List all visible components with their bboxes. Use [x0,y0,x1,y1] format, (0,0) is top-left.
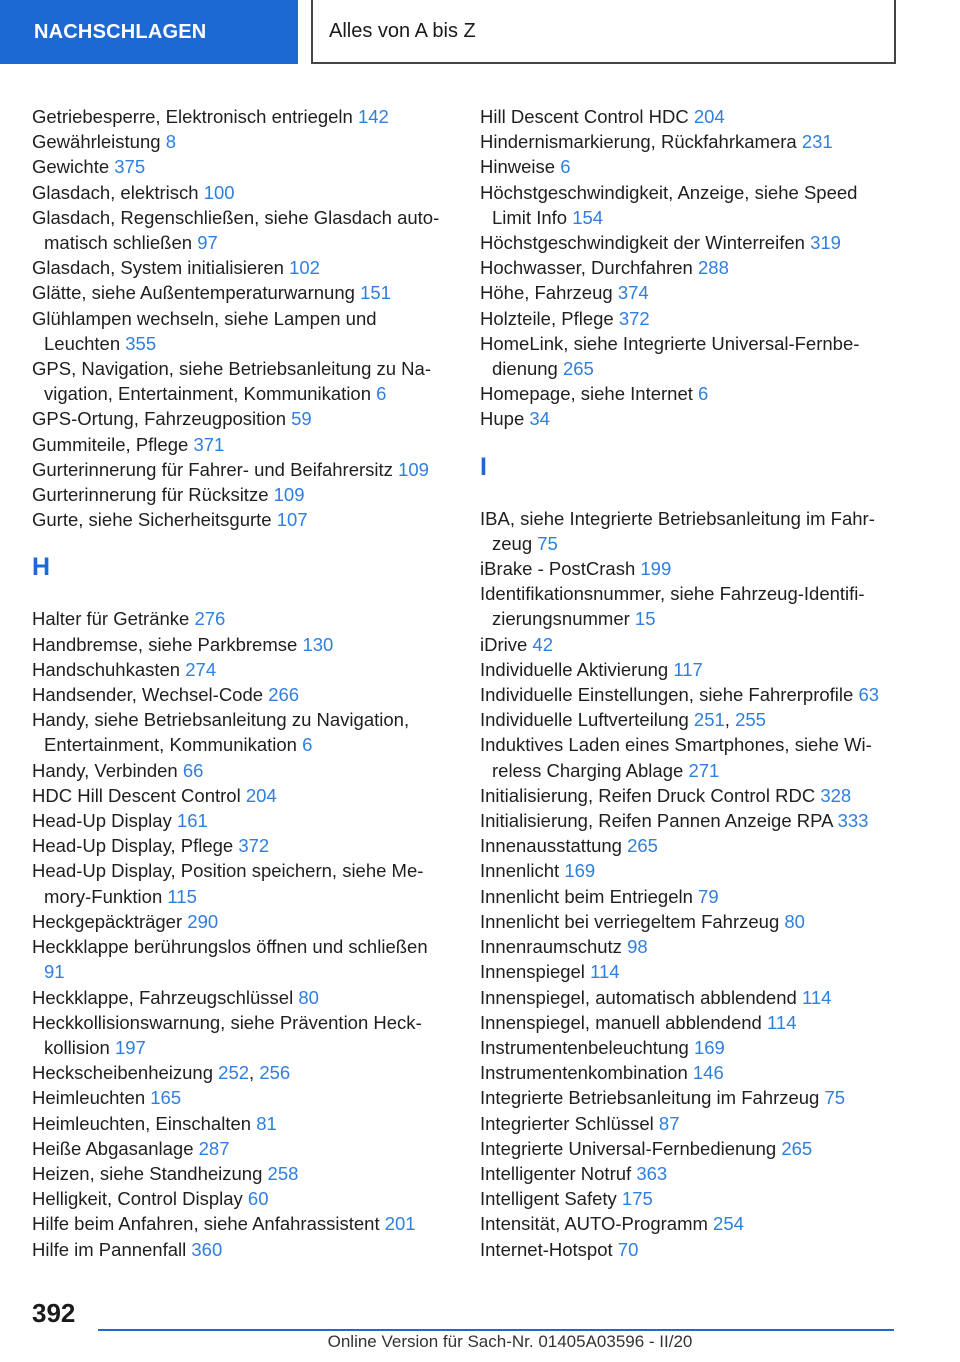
page-header [0,0,960,66]
index-entry-term: Hinweise [480,156,561,178]
page-link[interactable]: 34 [529,408,550,430]
page-link[interactable]: 117 [673,658,703,680]
index-entry [480,808,900,833]
page-link[interactable]: 15 [634,608,656,630]
index-entry-term: Hupe [480,408,530,430]
index-entry [480,1237,900,1262]
index-entry [32,909,452,934]
index-entry [32,1136,452,1161]
page-link[interactable]: 91 [44,961,65,983]
index-entry-term: Holzteile, Pflege [480,307,619,329]
index-entry-term: Internet-Hotspot [480,1238,618,1260]
index-entry [480,732,900,782]
index-entry [32,1211,452,1236]
section-tab[interactable]: NACHSCHLAGEN [0,0,298,64]
index-entry-term: Gurterinnerung für Rücksitze [32,484,274,506]
index-entry [480,707,900,732]
page-link[interactable]: 204 [693,106,725,127]
index-entry-term: Getriebesperre, Elektronisch entriegeln [32,106,358,127]
index-entry [32,1237,452,1262]
index-entry-term: Glühlampen wechseln, siehe Lampen und Leuchten [32,307,377,354]
page-link[interactable]: 102 [289,257,320,279]
page-link[interactable]: 98 [627,936,648,958]
index-entry-term: Heckklappe, Fahrzeugschlüssel [32,986,299,1008]
page-link[interactable]: 231 [801,131,833,153]
index-entry [32,808,452,833]
page-link[interactable]: 114 [590,961,620,983]
index-entry [32,1010,452,1060]
index-entry-term: Handy, Verbinden [32,759,183,781]
page-link[interactable]: 276 [194,608,226,630]
index-entry [32,606,452,631]
index-entry [32,632,452,657]
index-entry-term: HomeLink, siehe Integrierte Universal-Fernbedienung [480,332,860,380]
chapter-title: Alles von A bis Z [311,0,896,64]
index-entry-term: Heckscheibenheizung [32,1062,219,1084]
index-entry [480,506,900,556]
page-link[interactable]: 100 [203,181,235,203]
page-link[interactable]: 204 [245,784,277,806]
page-link[interactable]: 165 [150,1087,182,1109]
index-entry-term: Gurte, siehe Sicherheitsgurte [32,509,277,531]
index-entry-term: Identifikationsnummer, siehe Fahrzeug-Identifizierungsnummer [480,583,865,630]
page-link[interactable]: 199 [640,558,672,580]
page-link[interactable]: 363 [636,1162,668,1184]
index-entry [32,1161,452,1186]
page-link[interactable]: 87 [658,1112,680,1134]
index-entry [480,632,900,657]
index-entry-term: Glasdach, System initialisieren [32,257,290,279]
index-entry [480,1111,900,1136]
index-column-left [32,104,452,1262]
index-entry [480,230,900,255]
index-entry-term: Gewährleistung [32,131,166,153]
index-entry-term: Instrumentenkombination [480,1062,693,1084]
page-link[interactable]: 169 [693,1036,725,1058]
page-link[interactable]: 6 [698,383,709,405]
index-entry-term: Innenlicht beim Entriegeln [480,885,699,907]
index-entry [32,356,452,406]
index-entry [480,180,900,230]
index-entry [480,985,900,1010]
page-link[interactable]: 80 [298,986,319,1008]
index-entry-term: Glasdach, Regenschließen, siehe Glasdach automatisch schließen [32,206,440,254]
page-link[interactable]: 372 [618,307,650,329]
page-link[interactable]: 79 [698,885,719,907]
page-separator: , [249,1062,260,1084]
index-entry-term: Innenraumschutz [480,936,628,958]
index-entry-term: GPS-Ortung, Fahrzeugposition [32,408,292,430]
page-link[interactable]: 75 [824,1087,846,1109]
index-entry-term: Halter für Getränke [32,608,195,630]
page-link[interactable]: 265 [627,835,658,857]
page-link[interactable]: 271 [688,759,720,781]
index-entry [480,858,900,883]
index-entry-term: iBrake - PostCrash [480,558,641,580]
page-link[interactable]: 360 [191,1238,223,1260]
page-link[interactable]: 114 [801,986,832,1008]
index-entry-term: Intelligent Safety [480,1188,622,1210]
index-entry [480,884,900,909]
index-entry-term: Höhe, Fahrzeug [480,282,618,304]
page-link[interactable]: 251 [693,709,725,731]
index-entry-term: Innenspiegel, automatisch abblendend [480,986,802,1008]
page-link[interactable]: 256 [259,1062,291,1084]
index-entry-term: Hilfe im Pannenfall [32,1238,192,1260]
page-link[interactable]: 151 [360,282,391,304]
index-letter-heading: H [32,553,51,582]
page-link[interactable]: 197 [114,1036,146,1058]
page-link[interactable]: 59 [291,408,312,430]
index-entry-term: Integrierte Universal-Fernbedienung [480,1137,782,1159]
page-link[interactable]: 288 [698,257,729,279]
index-entry-term: IBA, siehe Integrierte Betriebsanleitung im Fahrzeug [480,507,875,554]
page-link[interactable]: 8 [165,131,176,153]
page-link[interactable]: 254 [713,1213,744,1235]
index-entry-term: Hindernismarkierung, Rückfahrkamera [480,131,802,153]
index-entry-term: Integrierte Betriebsanleitung im Fahrzeug [480,1087,825,1109]
index-entry [32,934,452,984]
index-entry-term: Head-Up Display [32,810,177,832]
index-entry-term: Heckkollisionswarnung, siehe Prävention Heckkollision [32,1011,422,1058]
index-entry-term: Instrumentenbeleuchtung [480,1036,694,1058]
index-entry [480,381,900,406]
index-entry [32,985,452,1010]
page-link[interactable]: 6 [302,734,313,756]
index-entry [480,934,900,959]
page-link[interactable]: 252 [218,1062,250,1084]
index-entry-term: Gummiteile, Pflege [32,433,194,455]
page-link[interactable]: 60 [247,1188,269,1210]
page-link[interactable]: 146 [692,1062,724,1084]
index-entry [480,556,900,581]
index-entry [480,406,900,431]
index-entry [480,1060,900,1085]
index-entry-term: Initialisierung, Reifen Druck Control RDC [480,784,821,806]
index-entry-term: Heckklappe berührungslos öffnen und schließen [32,936,428,958]
page-link[interactable]: 266 [268,684,300,706]
index-entry-term: Höchstgeschwindigkeit der Winterreifen [480,232,811,254]
index-entry [480,1186,900,1211]
footer-version: Online Version für Sach-Nr. 01405A03596 - II/20 [327,1332,693,1351]
index-entry [32,1060,452,1085]
index-entry-term: Initialisierung, Reifen Pannen Anzeige RPA [480,810,838,832]
index-entry [32,707,452,757]
page-link[interactable]: 42 [532,633,553,655]
index-entry [480,682,900,707]
index-entry-term: Head-Up Display, Pflege [32,835,239,857]
index-entry [480,1010,900,1035]
index-entry-term: Gewichte [32,156,115,178]
index-entry [480,331,900,381]
footer-divider [98,1329,894,1331]
index-entry-term: Hochwasser, Durchfahren [480,257,698,279]
index-entry [32,1111,452,1136]
page-link[interactable]: 80 [784,910,805,932]
index-entry-term: Hill Descent Control HDC [480,106,694,127]
index-entry-term: Individuelle Einstellungen, siehe Fahrerprofile [480,684,859,706]
index-entry-term: Innenspiegel, manuell abblendend [480,1011,767,1033]
index-entry-term: GPS, Navigation, siehe Betriebsanleitung zu Navigation, Entertainment, Kommunikation [32,358,432,405]
page-link[interactable]: 114 [766,1011,797,1033]
index-entry-term: Höchstgeschwindigkeit, Anzeige, siehe Speed Limit Info [480,181,858,228]
index-entry-term: Handy, siehe Betriebsanleitung zu Navigation, Entertainment, Kommunikation [32,709,410,756]
page-link[interactable]: 374 [617,282,649,304]
index-entry-term: Intelligenter Notruf [480,1162,637,1184]
index-entry [480,104,900,129]
page-link[interactable]: 97 [197,232,218,254]
index-entry [32,682,452,707]
index-entry [480,154,900,179]
index-entry [480,280,900,305]
index-entry-term: Glätte, siehe Außentemperaturwarnung [32,282,361,304]
page-link[interactable]: 290 [187,910,219,932]
page-link[interactable]: 169 [564,860,596,882]
page-link[interactable]: 142 [357,106,389,127]
index-column-right [480,104,900,1262]
index-entry-term: Innenspiegel [480,961,591,983]
index-entry [32,758,452,783]
index-entry-term: Handbremse, siehe Parkbremse [32,633,303,655]
page-link[interactable]: 161 [176,810,208,832]
page-link[interactable]: 130 [302,633,334,655]
index-entry-term: Glasdach, elektrisch [32,181,204,203]
page-link[interactable]: 107 [276,509,308,531]
index-entry [480,1136,900,1161]
page-link[interactable]: 75 [537,532,558,554]
index-entry [32,858,452,908]
index-entry [32,457,452,482]
index-entry [480,833,900,858]
index-entry [32,306,452,356]
index-entry [480,1161,900,1186]
page-link[interactable]: 371 [193,433,225,455]
index-entry [480,1035,900,1060]
index-entry [32,205,452,255]
index-entry [32,255,452,280]
index-entry [480,581,900,631]
index-entry-term: Individuelle Aktivierung [480,658,674,680]
page-link[interactable]: 265 [562,358,594,380]
index-entry-term: Handsender, Wechsel-Code [32,684,269,706]
page-link[interactable]: 328 [820,784,852,806]
page-link[interactable]: 70 [617,1238,639,1260]
page-link[interactable]: 6 [560,156,571,178]
index-entry [32,104,452,129]
index-entry-term: Handschuhkasten [32,658,186,680]
page-link[interactable]: 175 [621,1188,653,1210]
page-link[interactable]: 81 [256,1112,277,1134]
index-entry [480,657,900,682]
index-entry [480,1085,900,1110]
index-entry [32,129,452,154]
index-entry [32,482,452,507]
index-entry-term: Innenlicht bei verriegeltem Fahrzeug [480,910,785,932]
index-entry [32,1186,452,1211]
index-entry [32,432,452,457]
index-entry [32,657,452,682]
index-entry [32,154,452,179]
index-entry [32,406,452,431]
page-link[interactable]: 63 [858,684,880,706]
page-link[interactable]: 372 [238,835,270,857]
index-entry-term: Head-Up Display, Position speichern, siehe Memory-Funktion [32,860,424,907]
page-link[interactable]: 154 [572,206,604,228]
index-entry-term: Heizen, siehe Standheizung [32,1162,268,1184]
page-link[interactable]: 355 [125,332,157,354]
index-entry [480,129,900,154]
index-entry-term: Innenausstattung [480,835,628,857]
index-entry-term: Innenlicht [480,860,565,882]
index-entry-term: Gurterinnerung für Fahrer- und Beifahrersitz [32,458,399,480]
index-entry [480,783,900,808]
page-number: 392 [32,1298,76,1328]
index-entry [32,507,452,532]
page-link[interactable]: 66 [182,759,204,781]
page-link[interactable]: 265 [781,1137,813,1159]
index-entry-term: Induktives Laden eines Smartphones, siehe Wireless Charging Ablage [480,734,872,781]
index-entry-term: Individuelle Luftverteilung [480,709,694,731]
index-entry [32,280,452,305]
index-entry-term: Integrierter Schlüssel [480,1112,659,1134]
index-entry [480,255,900,280]
index-entry [480,909,900,934]
index-entry-term: Heimleuchten [32,1087,151,1109]
index-entry-term: HDC Hill Descent Control [32,784,246,806]
page-link[interactable]: 201 [384,1213,416,1235]
index-entry-term: Heiße Abgasanlage [32,1137,199,1159]
index-entry [32,783,452,808]
index-entry [32,180,452,205]
page-link[interactable]: 375 [114,156,146,178]
index-entry-term: Heckgepäckträger [32,910,188,932]
page-link[interactable]: 255 [735,709,766,731]
index-entry-term: Helligkeit, Control Display [32,1188,248,1210]
index-entry-term: Homepage, siehe Internet [480,383,699,405]
page-link[interactable]: 333 [837,810,869,832]
page-link[interactable]: 109 [398,458,429,480]
index-entry-term: Hilfe beim Anfahren, siehe Anfahrassistent [32,1213,385,1235]
page-link[interactable]: 115 [167,885,197,907]
index-entry [480,1211,900,1236]
index-letter-heading: I [480,452,487,481]
page-separator: , [724,709,736,731]
page-link[interactable]: 319 [810,232,841,254]
page-link[interactable]: 109 [273,484,305,506]
page-link[interactable]: 274 [185,658,217,680]
index-entry-term: Heimleuchten, Einschalten [32,1112,257,1134]
index-entry [32,833,452,858]
index-entry [32,1085,452,1110]
index-entry-term: Intensität, AUTO-Programm [480,1213,714,1235]
page-link[interactable]: 287 [198,1137,230,1159]
page-link[interactable]: 6 [376,383,387,405]
index-entry [480,306,900,331]
index-entry [480,959,900,984]
index-entry-term: iDrive [480,633,533,655]
page-link[interactable]: 258 [267,1162,299,1184]
